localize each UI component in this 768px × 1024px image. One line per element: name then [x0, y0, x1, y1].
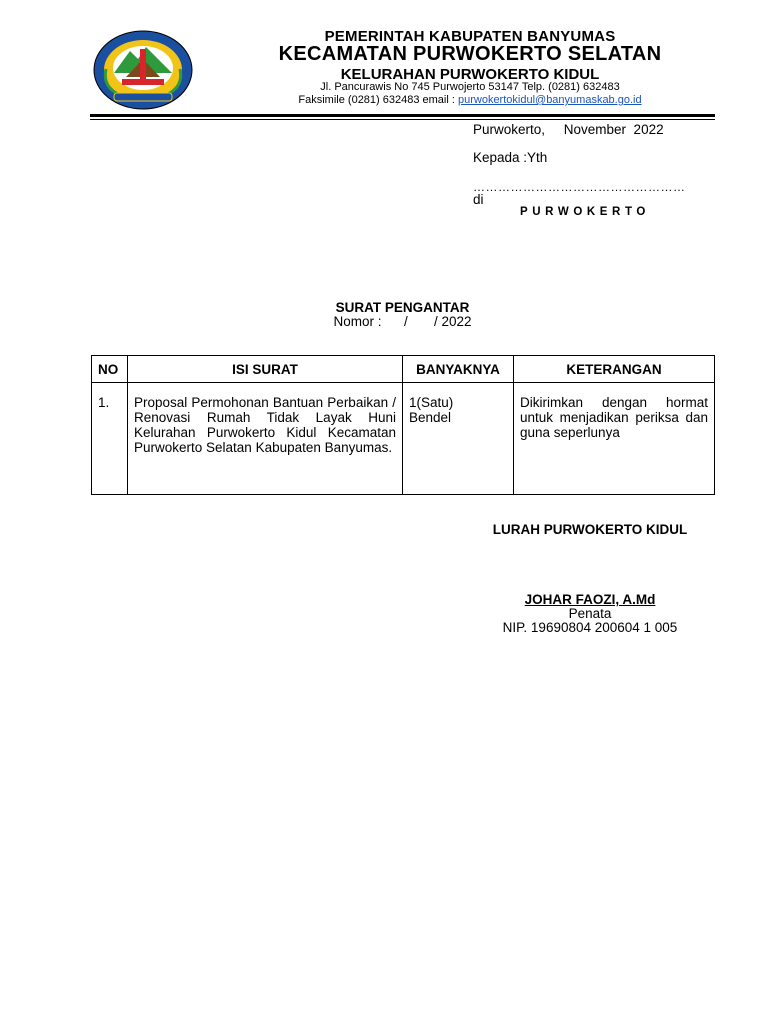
- cell-banyaknya: [403, 383, 514, 495]
- quantity-value: 1(Satu): [409, 395, 454, 410]
- letterhead-district: KECAMATAN PURWOKERTO SELATAN: [278, 43, 662, 65]
- letterhead-village: KELURAHAN PURWOKERTO KIDUL: [340, 66, 600, 83]
- header-isi-surat: ISI SURAT: [128, 356, 403, 383]
- recipient-salutation: Kepada :Yth: [473, 150, 548, 165]
- letterhead-rule-thin: [90, 119, 715, 120]
- banyumas-emblem-icon: [92, 29, 194, 111]
- signatory-name: JOHAR FAOZI, A.Md: [524, 592, 656, 607]
- recipient-di: di: [473, 192, 484, 207]
- cell-isi-surat: Proposal Permohonan Bantuan Perbaikan / Renovasi Rumah Tidak Layak Huni Kelurahan Purwokerto Kidul Kecamatan Purwokerto Selatan Kabupaten Banyumas.: [128, 383, 403, 495]
- signatory-nip: NIP. 19690804 200604 1 005: [502, 620, 678, 635]
- recipient-place: PURWOKERTO: [520, 206, 650, 218]
- signatory-position: LURAH PURWOKERTO KIDUL: [492, 522, 688, 537]
- signatory-rank: Penata: [568, 606, 612, 621]
- quantity-unit: Bendel: [409, 410, 452, 425]
- letterhead-rule-thick: [90, 114, 715, 117]
- city-date: Purwokerto, November 2022: [473, 122, 664, 137]
- letterhead-address: Jl. Pancurawis No 745 Purwojerto 53147 Telp. (0281) 632483: [320, 81, 620, 93]
- cell-no: 1.: [92, 383, 128, 495]
- letterhead-regency: PEMERINTAH KABUPATEN BANYUMAS: [324, 28, 616, 45]
- letterhead-contact: [250, 94, 690, 106]
- header-banyaknya: BANYAKNYA: [403, 356, 514, 383]
- table-header-row: [92, 356, 715, 383]
- header-keterangan: KETERANGAN: [514, 356, 715, 383]
- table-row: [92, 383, 715, 495]
- email-link[interactable]: purwokertokidul@banyumaskab.go.id: [457, 94, 642, 106]
- letter-contents-table: [91, 355, 715, 495]
- letter-title: SURAT PENGANTAR: [335, 300, 470, 315]
- cell-keterangan: Dikirimkan dengan hormat untuk menjadikan periksa dan guna seperlunya: [514, 383, 715, 495]
- letter-number: Nomor : / / 2022: [333, 314, 472, 329]
- header-no: NO: [92, 356, 128, 383]
- fax-label: Faksimile (0281) 632483 email :: [298, 94, 458, 106]
- recipient-name-blank: ……………………………………………: [473, 180, 686, 194]
